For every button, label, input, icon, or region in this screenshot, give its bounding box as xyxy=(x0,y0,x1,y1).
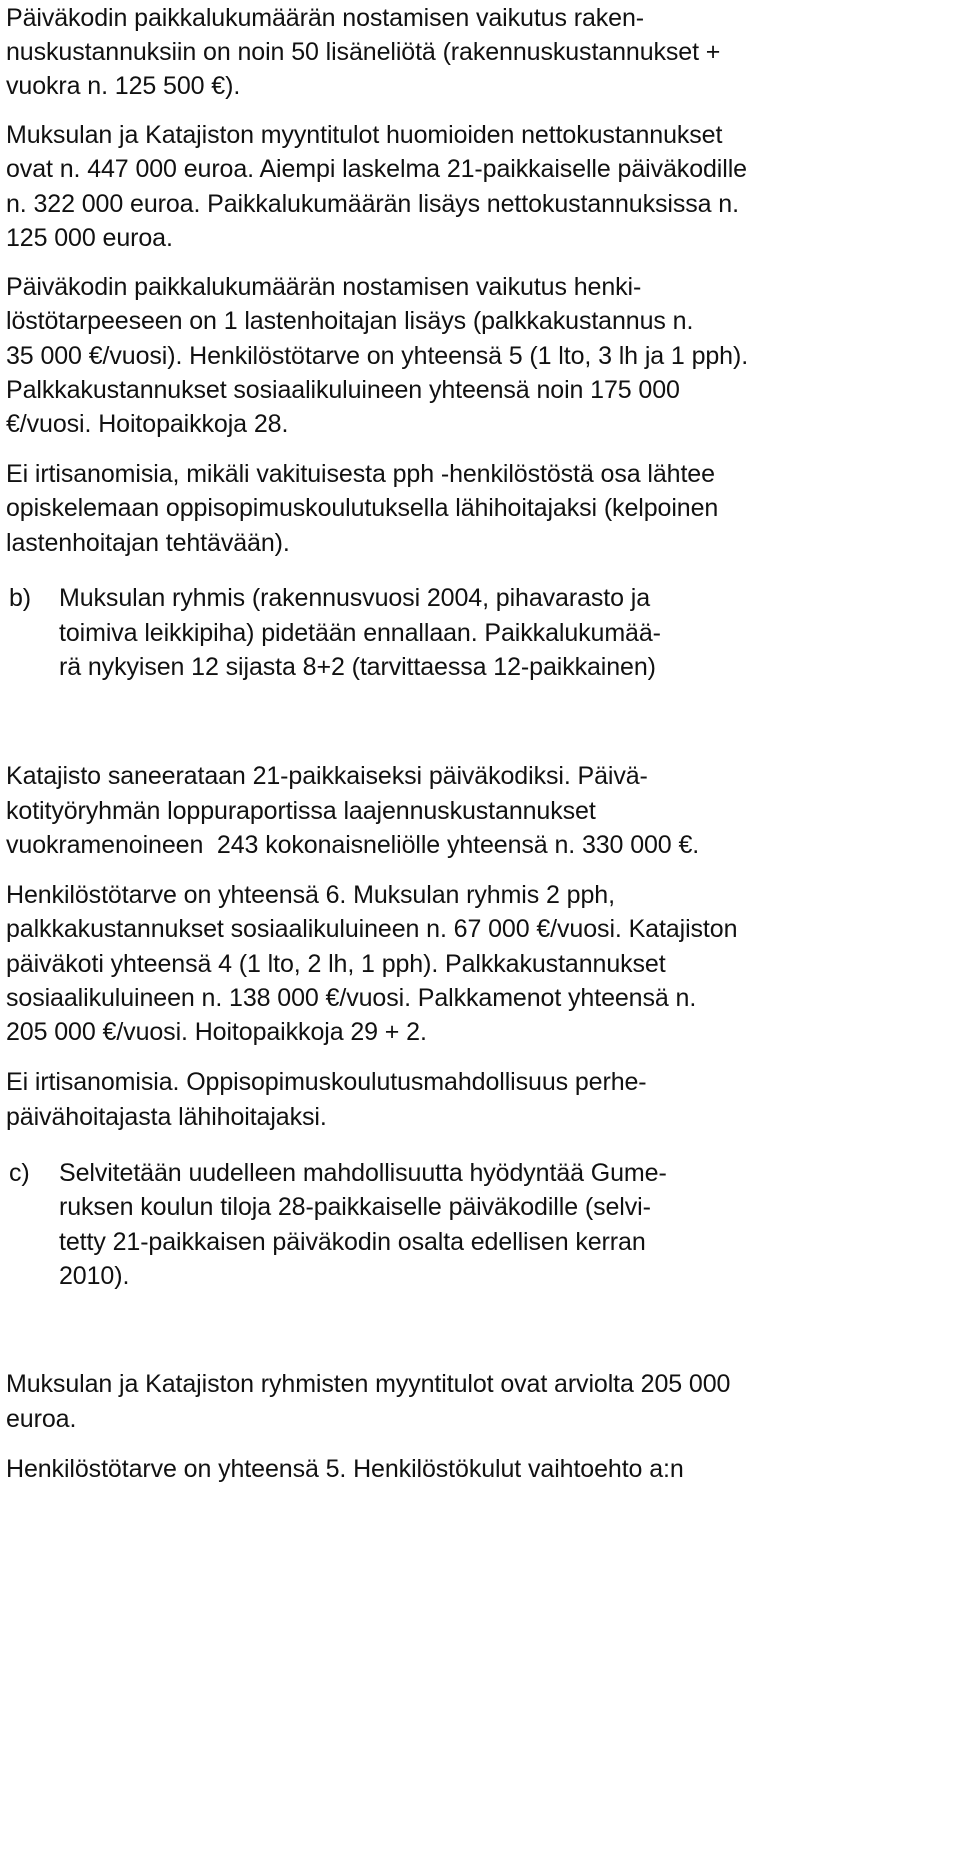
text-line: tetty 21-paikkaisen päiväkodin osalta edellisen kerran xyxy=(59,1228,646,1256)
text-line: vuokramenoineen 243 kokonaisneliölle yhteensä n. 330 000 €. xyxy=(6,831,700,859)
text-line: palkkakustannukset sosiaalikuluineen n. 67 000 €/vuosi. Katajiston xyxy=(6,915,738,943)
text-line: 35 000 €/vuosi). Henkilöstötarve on yhteensä 5 (1 lto, 3 lh ja 1 pph). xyxy=(6,342,749,370)
text-line: 2010). xyxy=(59,1262,130,1290)
list-marker: c) xyxy=(9,1159,30,1187)
text-line: Muksulan ryhmis (rakennusvuosi 2004, pihavarasto ja xyxy=(59,584,651,612)
text-line: lastenhoitajan tehtävään). xyxy=(6,529,290,557)
text-line: päivähoitajasta lähihoitajaksi. xyxy=(6,1103,327,1131)
text-line: 125 000 euroa. xyxy=(6,224,173,252)
text-line: ruksen koulun tiloja 28-paikkaiselle päiväkodille (selvi- xyxy=(59,1193,651,1221)
text-line: päiväkoti yhteensä 4 (1 lto, 2 lh, 1 pph). Palkkakustannukset xyxy=(6,950,666,978)
list-marker: b) xyxy=(9,584,32,612)
text-line: n. 322 000 euroa. Paikkalukumäärän lisäys nettokustannuksissa n. xyxy=(6,190,739,218)
text-line: ovat n. 447 000 euroa. Aiempi laskelma 21-paikkaiselle päiväkodille xyxy=(6,155,747,183)
text-line: Päiväkodin paikkalukumäärän nostamisen vaikutus raken- xyxy=(6,4,644,32)
text-line: kotityöryhmän loppuraportissa laajennuskustannukset xyxy=(6,797,596,825)
text-line: Henkilöstötarve on yhteensä 6. Muksulan ryhmis 2 pph, xyxy=(6,881,615,909)
text-line: €/vuosi. Hoitopaikkoja 28. xyxy=(6,410,289,438)
text-line: Muksulan ja Katajiston ryhmisten myyntitulot ovat arviolta 205 000 xyxy=(6,1370,731,1398)
text-line: opiskelemaan oppisopimuskoulutuksella lähihoitajaksi (kelpoinen xyxy=(6,494,719,522)
text-line: Päiväkodin paikkalukumäärän nostamisen vaikutus henki- xyxy=(6,273,642,301)
text-line: nuskustannuksiin on noin 50 lisäneliötä (rakennuskustannukset + xyxy=(6,38,721,66)
text-line: löstötarpeeseen on 1 lastenhoitajan lisäys (palkkakustannus n. xyxy=(6,307,694,335)
text-line: 205 000 €/vuosi. Hoitopaikkoja 29 + 2. xyxy=(6,1018,427,1046)
text-line: vuokra n. 125 500 €). xyxy=(6,72,241,100)
text-line: Palkkakustannukset sosiaalikuluineen yhteensä noin 175 000 xyxy=(6,376,680,404)
text-line: Ei irtisanomisia. Oppisopimuskoulutusmahdollisuus perhe- xyxy=(6,1068,647,1096)
text-line: Muksulan ja Katajiston myyntitulot huomioiden nettokustannukset xyxy=(6,121,723,149)
text-line: Ei irtisanomisia, mikäli vakituisesta pph -henkilöstöstä osa lähtee xyxy=(6,460,715,488)
text-line: Katajisto saneerataan 21-paikkaiseksi päiväkodiksi. Päivä- xyxy=(6,762,648,790)
text-line: toimiva leikkipiha) pidetään ennallaan. Paikkalukumää- xyxy=(59,619,661,647)
text-line: euroa. xyxy=(6,1405,77,1433)
text-line: rä nykyisen 12 sijasta 8+2 (tarvittaessa 12-paikkainen) xyxy=(59,653,656,681)
text-line: sosiaalikuluineen n. 138 000 €/vuosi. Palkkamenot yhteensä n. xyxy=(6,984,697,1012)
text-line: Henkilöstötarve on yhteensä 5. Henkilöstökulut vaihtoehto a:n xyxy=(6,1455,684,1483)
text-line: Selvitetään uudelleen mahdollisuutta hyödyntää Gume- xyxy=(59,1159,667,1187)
